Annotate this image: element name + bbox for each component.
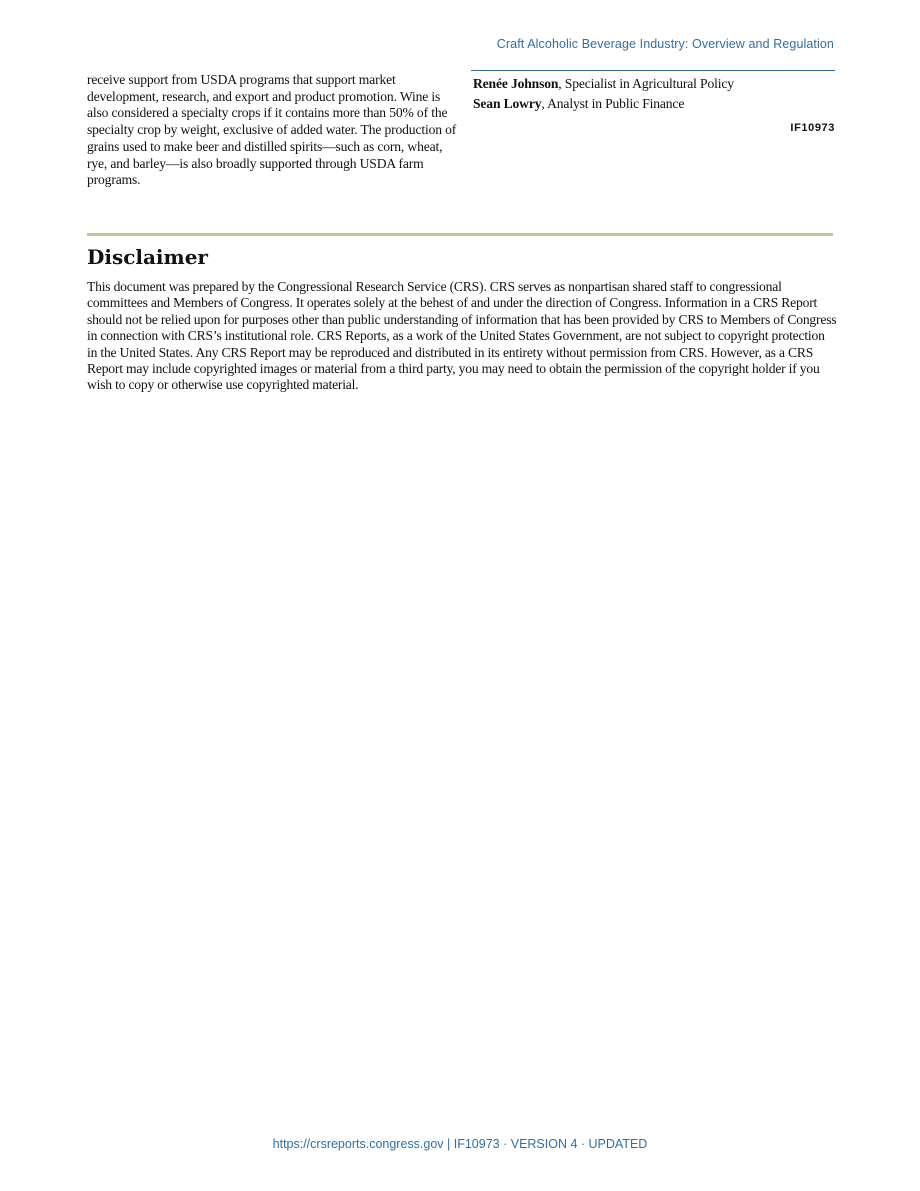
- disclaimer-heading: Disclaimer: [87, 245, 208, 269]
- author-name: Renée Johnson: [473, 76, 559, 91]
- footer-separator: |: [443, 1137, 454, 1151]
- section-divider: [87, 233, 833, 236]
- disclaimer-text: This document was prepared by the Congressional Research Service (CRS). CRS serves as nonpartisan shared staff to congressional committees and Members of Congress. It operates solely at the behest of and under the direction of Congress. Information in a CRS Report should not be relied upon for purposes other than public understanding of information that has been provided by CRS to Members of Congress in connection with CRS’s institutional role. CRS Reports, as a work of the United States Government, are not subject to copyright protection in the United States. Any CRS Report may be reproduced and distributed in its entirety without permission from CRS. However, as a CRS Report may include copyrighted images or material from a third party, you may need to obtain the permission of the copyright holder if you wish to copy or otherwise use copyrighted material.: [87, 279, 837, 393]
- footer-doc-id: IF10973: [453, 1137, 500, 1151]
- author-list: [473, 74, 835, 114]
- author-title: , Analyst in Public Finance: [541, 96, 685, 111]
- left-column: [87, 72, 457, 189]
- author-divider: [471, 70, 835, 71]
- running-header-title: Craft Alcoholic Beverage Industry: Overview and Regulation: [496, 37, 834, 51]
- footer-url-link[interactable]: https://crsreports.congress.gov: [272, 1137, 444, 1151]
- footer-version: · VERSION 4 · UPDATED: [499, 1137, 648, 1151]
- author-name: Sean Lowry: [473, 96, 542, 111]
- body-paragraph: receive support from USDA programs that support market development, research, and export and product promotion. Wine is also considered a specialty crops if it contains more than 50% of the specialty crop by weight, exclusive of added water. The production of grains used to make beer and distilled spirits—such as corn, wheat, rye, and barley—is also broadly supported through USDA farm programs.: [87, 72, 457, 188]
- author-entry: [473, 94, 835, 114]
- author-title: , Specialist in Agricultural Policy: [558, 76, 734, 91]
- page-footer: [0, 1137, 920, 1151]
- disclaimer-body: [87, 279, 837, 394]
- document-id: IF10973: [790, 122, 835, 134]
- author-entry: [473, 74, 835, 94]
